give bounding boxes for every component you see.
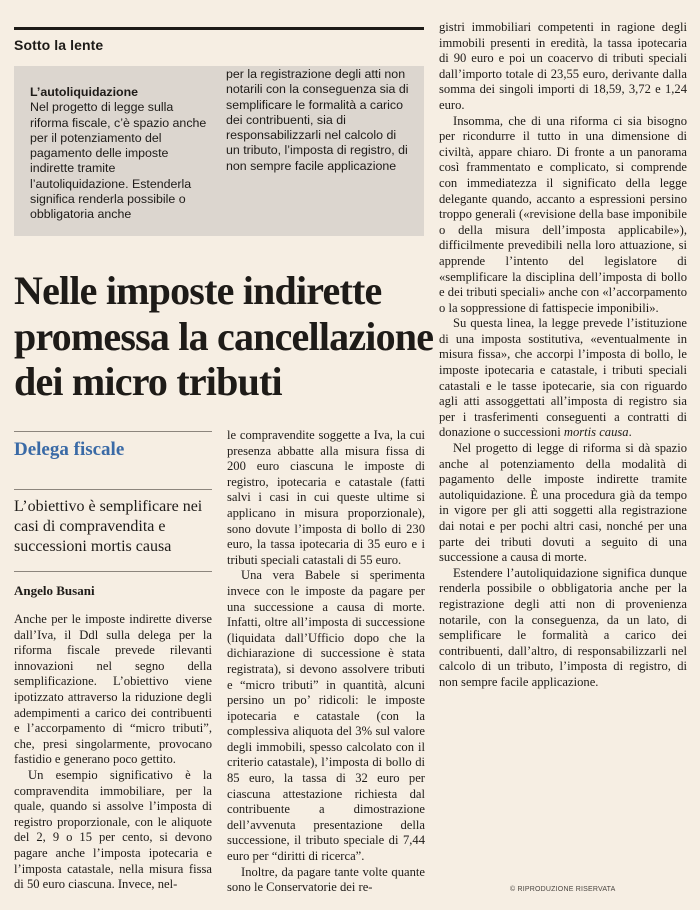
sidebar-box-column-2 bbox=[226, 67, 412, 174]
article-paragraph bbox=[439, 316, 687, 441]
article-column-3 bbox=[439, 20, 687, 691]
sidebar-box bbox=[14, 66, 424, 236]
copyright-notice: © RIPRODUZIONE RISERVATA bbox=[510, 886, 616, 893]
author-byline: Angelo Busani bbox=[14, 583, 95, 598]
article-paragraph: Nel progetto di legge di riforma si dà spazio anche al potenziamento della modalità di pagamento delle imposte indirette tramite autoliquidazione. È una procedura già da tempo in vigore per gli atti soggetti alla registrazione dai notai e per pochi altri casi, nonché per una parte dei tributi dovuti a seguito di una successione a causa di morte. bbox=[439, 441, 687, 565]
article-paragraph: Una vera Babele si sperimenta invece con le imposte da pagare per una successione a causa di morte. Infatti, oltre all’imposta di successione (liquidata dall’Ufficio dopo che la dichiarazione di successione è stata registrata), si devono assolvere tributi e “micro tributi” in quantità, alcuni persino un po’ ridicoli: le imposte ipotecaria e catastale (con la complessiva aliquota del 3% sul valore degli immobili, spesso calcolato con il criterio catastale), l’imposta di bollo di 85 euro, la tassa di 32 euro per ciascuna attestazione richiesta dal contribuente a dimostrazione dell’avvenuta presentazione della successione, il tributo speciale di 7,44 euro per “diritti di ricerca”. bbox=[227, 568, 425, 864]
article-text: Su questa linea, la legge prevede l’istituzione di una imposta sostitutiva, «eventualmente in misura fissa», che accorpi l’imposta di bollo, le imposte ipotecaria e catastale, i tributi speciali catastali e le tasse ipotecarie, sia con riguardo agli atti assoggettati all’imposta di registro sia per i trasferimenti conseguenti a contratti di donazione o successioni bbox=[439, 316, 687, 440]
subheadline: L’obiettivo è semplificare nei casi di compravendita e successioni mortis causa bbox=[14, 498, 203, 555]
section-label: Sotto la lente bbox=[14, 37, 104, 53]
article-paragraph: Inoltre, da pagare tante volte quante sono le Conservatorie dei re- bbox=[227, 864, 425, 895]
article-paragraph: Estendere l’autoliquidazione significa dunque renderla possibile o obbligatoria anche per la registrazione degli atti non di provenienza notarile, con la conseguenza, da un lato, di semplificare le formalità a carico dei contribuenti, dall’altro, di responsabilizzarli nel calcolo di un tributo, l’imposta di registro, di non sempre facile applicazione. bbox=[439, 565, 687, 689]
headline: Nelle imposte indirette promessa la cancellazione dei micro tributi bbox=[14, 268, 434, 404]
sidebar-box-column-1 bbox=[30, 85, 210, 223]
article-text: . bbox=[628, 425, 632, 440]
article-column-1 bbox=[14, 612, 212, 893]
divider bbox=[14, 489, 212, 490]
article-paragraph: le compravendite soggette a Iva, la cui presenza abbatte alla misura fissa di 200 euro ciascuna le imposte di registro, ipotecaria e catastale (fatti salvi i casi in cui queste ultime si applicano in misura proporzionale), sono dovute l’imposta di bollo di 230 euro, la tassa ipotecaria di 35 euro e i tributi speciali catastali di 55 euro. bbox=[227, 428, 425, 567]
top-rule bbox=[14, 27, 424, 30]
kicker: Delega fiscale bbox=[14, 439, 125, 460]
divider bbox=[14, 571, 212, 572]
article-paragraph: Insomma, che di una riforma ci sia bisogno per ricondurre il tutto in una dimensione di civiltà, appare chiaro. Di fronte a un panorama così frammentato e complicato, si comprende con immediatezza il significato della legge delegante quando, accanto a espressioni persino troppo generali («revisione della base imponibile o della misura dell’imposta applicabile»), difficilmente prevedibili nella loro attuazione, si apprende l’intento del legislatore di «semplificare la disciplina dell’imposta di bollo e dei tributi speciali» anche con «l’accorpamento o la soppressione di fattispecie imponibili». bbox=[439, 113, 687, 315]
article-paragraph: gistri immobiliari competenti in ragione degli immobili presenti in eredità, la tassa ipotecaria di 90 euro e poi un coacervo di tributi speciali dall’importo totale di 23,55 euro, derivante dalla somma dei singoli importi di 18,59, 3,72 e 1,24 euro. bbox=[439, 20, 687, 112]
divider bbox=[14, 431, 212, 432]
article-paragraph: Un esempio significativo è la compravendita immobiliare, per la quale, quando si assolve l’imposta di registro proporzionale, con le aliquote del 2, 9 o 15 per cento, si devono pagare anche l’imposta ipotecaria e l’imposta catastale, nella misura fissa di 50 euro ciascuna. Invece, nel- bbox=[14, 767, 212, 892]
article-column-2 bbox=[227, 428, 425, 896]
sidebar-box-title: L’autoliquidazione bbox=[30, 85, 139, 99]
sidebar-box-text-1: Nel progetto di legge sulla riforma fiscale, c’è spazio anche per il potenziamento del pagamento delle imposte indirette tramite l’autoliquidazione. Estenderla significa renderla possibile o obbligatoria anche bbox=[30, 100, 207, 222]
article-paragraph: Anche per le imposte indirette diverse dall’Iva, il Ddl sulla delega per la riforma fiscale prevede rilevanti innovazioni nel segno della semplificazione. L’obiettivo viene ipotizzato attraverso la riduzione degli adempimenti a carico dei contribuenti e l’accorpamento di “micro tributi”, che, presi singolarmente, provocano fastidio e generano poco gettito. bbox=[14, 612, 212, 767]
sidebar-box-text-2: per la registrazione degli atti non notarili con la conseguenza sia di semplificare le formalità a carico dei contribuenti, sia di responsabilizzarli nel calcolo di un tributo, l’imposta di registro, di non sempre facile applicazione bbox=[226, 67, 409, 173]
article-italic-text: mortis causa bbox=[563, 425, 629, 440]
